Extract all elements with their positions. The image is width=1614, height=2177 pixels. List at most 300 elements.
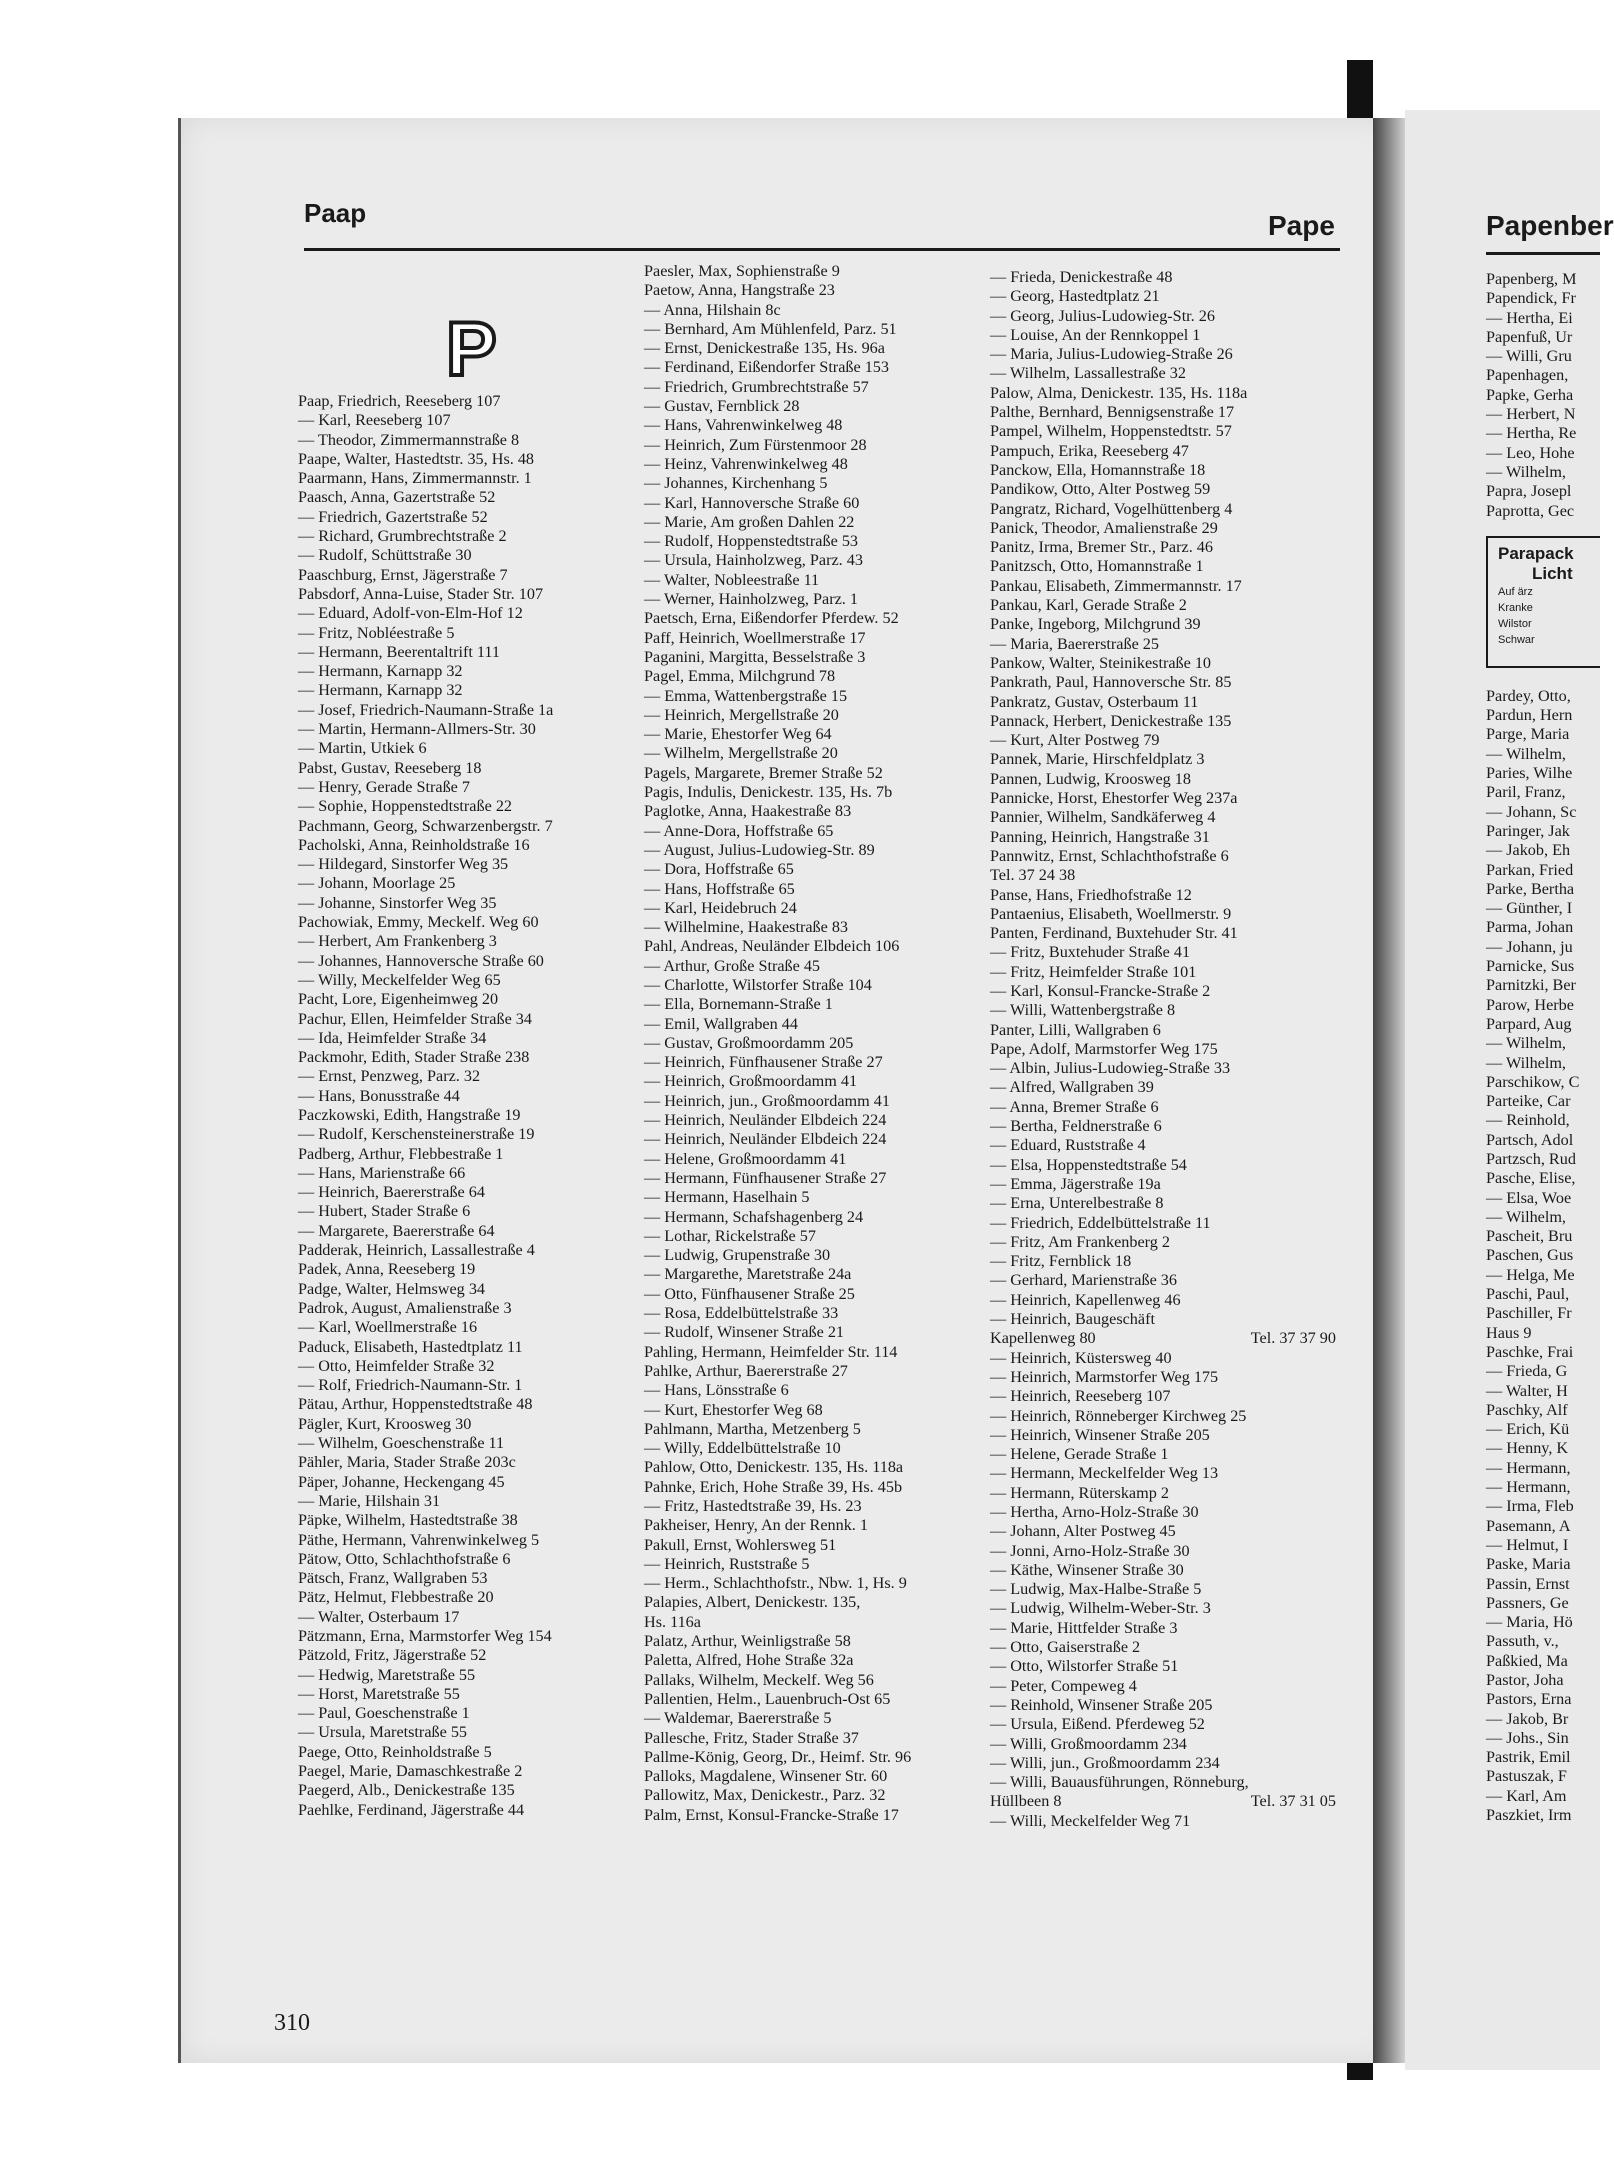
directory-entry: Pape, Adolf, Marmstorfer Weg 175 — [990, 1039, 1218, 1058]
directory-column-3 — [990, 268, 1342, 1831]
directory-entry: Pagel, Emma, Milchgrund 78 — [644, 667, 836, 686]
directory-entry: Pastor, Joha — [1486, 1671, 1564, 1689]
ad-line: Auf ärz — [1498, 586, 1533, 598]
directory-entry: — Ludwig, Max-Halbe-Straße 5 — [990, 1580, 1202, 1599]
directory-entry: — Charlotte, Wilstorfer Straße 104 — [644, 975, 872, 994]
directory-entry: Padberg, Arthur, Flebbestraße 1 — [298, 1144, 504, 1163]
directory-entry: — Willi, Bauausführungen, Rönneburg, — [990, 1773, 1249, 1792]
gutter-shadow — [1373, 118, 1405, 2063]
directory-entry: Palatz, Arthur, Weinligstraße 58 — [644, 1632, 851, 1651]
directory-entry: — Friedrich, Eddelbüttelstraße 11 — [990, 1213, 1211, 1232]
directory-entry: — Heinrich, Fünfhausener Straße 27 — [644, 1053, 883, 1072]
directory-entry: Padge, Walter, Helmsweg 34 — [298, 1279, 486, 1298]
directory-entry: Pabst, Gustav, Reeseberg 18 — [298, 758, 482, 777]
directory-entry: — Ella, Bornemann-Straße 1 — [644, 995, 833, 1014]
directory-entry: — Ernst, Denickestraße 135, Hs. 96a — [644, 339, 885, 358]
directory-entry: — Fritz, Am Frankenberg 2 — [990, 1232, 1170, 1251]
directory-entry: Paap, Friedrich, Reeseberg 107 — [298, 392, 501, 410]
directory-entry: — Jonni, Arno-Holz-Straße 30 — [990, 1541, 1190, 1560]
directory-entry: — Herbert, Am Frankenberg 3 — [298, 932, 497, 951]
directory-entry: Pakull, Ernst, Wohlersweg 51 — [644, 1535, 837, 1554]
directory-entry: Tel. 37 37 90 Kapellenweg 80 — [990, 1329, 1342, 1348]
directory-entry: — Horst, Maretstraße 55 — [298, 1684, 460, 1703]
directory-entry: Paetow, Anna, Hangstraße 23 — [644, 281, 835, 300]
directory-entry: — Arthur, Große Straße 45 — [644, 956, 821, 975]
directory-entry: — Karl, Konsul-Francke-Straße 2 — [990, 981, 1211, 1000]
directory-entry: — Hubert, Stader Straße 6 — [298, 1202, 471, 1221]
directory-entry: — Ida, Heimfelder Straße 34 — [298, 1028, 487, 1047]
directory-entry: — Reinhold, — [1486, 1111, 1570, 1130]
directory-entry: — Heinrich, Neuländer Elbdeich 224 — [644, 1130, 887, 1149]
directory-entry: Pähler, Maria, Stader Straße 203c — [298, 1453, 516, 1472]
directory-entry: Paaschburg, Ernst, Jägerstraße 7 — [298, 565, 508, 584]
directory-entry: — Elsa, Woe — [1486, 1188, 1572, 1207]
directory-entry: — Günther, I — [1486, 899, 1573, 918]
directory-entry: — Friedrich, Grumbrechtstraße 57 — [644, 377, 869, 396]
directory-entry: — Wilhelm, — [1486, 1207, 1566, 1226]
directory-entry: — Reinhold, Winsener Straße 205 — [990, 1695, 1213, 1714]
directory-entry: — Heinrich, jun., Großmoordamm 41 — [644, 1091, 890, 1110]
directory-entry: — Heinrich, Reeseberg 107 — [990, 1387, 1171, 1406]
directory-entry: — Hans, Lönsstraße 6 — [644, 1381, 789, 1400]
telephone-number: Tel. 37 31 05 — [1250, 1792, 1336, 1811]
directory-entry: — Gustav, Fernblick 28 — [644, 397, 800, 416]
directory-entry: Pankratz, Gustav, Osterbaum 11 — [990, 692, 1199, 711]
directory-entry: — Otto, Gaiserstraße 2 — [990, 1638, 1141, 1657]
directory-entry: — Henny, K — [1486, 1439, 1569, 1458]
directory-entry: — Kurt, Alter Postweg 79 — [990, 731, 1160, 750]
directory-entry: — Werner, Hainholzweg, Parz. 1 — [644, 590, 858, 609]
directory-entry: Paschky, Alf — [1486, 1400, 1568, 1419]
directory-entry: — Wilhelm, — [1486, 1053, 1566, 1072]
directory-entry: — Martin, Hermann-Allmers-Str. 30 — [298, 720, 536, 739]
directory-entry: — Hermann, Schafshagenberg 24 — [644, 1207, 864, 1226]
directory-entry: — Fritz, Hastedtstraße 39, Hs. 23 — [644, 1497, 862, 1515]
directory-entry: — Theodor, Zimmermannstraße 8 — [298, 430, 520, 449]
directory-entry: — Ernst, Penzweg, Parz. 32 — [298, 1067, 481, 1086]
directory-entry: — Willi, Gru — [1486, 347, 1572, 366]
directory-entry: — Wilhelmine, Haakestraße 83 — [644, 918, 849, 937]
directory-column-next-page — [1486, 270, 1600, 1825]
directory-entry: — Ursula, Hainholzweg, Parz. 43 — [644, 551, 863, 570]
directory-entry: Parschikow, C — [1486, 1072, 1580, 1091]
directory-entry: — Hermann, Karnapp 32 — [298, 662, 463, 681]
directory-entry: — Hans, Hoffstraße 65 — [644, 879, 795, 898]
directory-entry: Paletta, Alfred, Hohe Straße 32a — [644, 1651, 854, 1670]
directory-entry: Paff, Heinrich, Woellmerstraße 17 — [644, 628, 866, 647]
directory-entry: — August, Julius-Ludowieg-Str. 89 — [644, 840, 875, 859]
directory-entry: Parow, Herbe — [1486, 995, 1574, 1014]
directory-entry: — Margarethe, Maretstraße 24a — [644, 1265, 852, 1284]
ad-line: Wilstor — [1498, 618, 1532, 630]
directory-entry: — Elsa, Hoppenstedtstraße 54 — [990, 1155, 1187, 1174]
directory-entry: — Leo, Hohe — [1486, 443, 1575, 462]
directory-entry: Pahling, Hermann, Heimfelder Str. 114 — [644, 1342, 898, 1361]
directory-entry: — Henry, Gerade Straße 7 — [298, 777, 470, 796]
directory-entry: Pallme-König, Georg, Dr., Heimf. Str. 96 — [644, 1747, 912, 1766]
directory-entry: — Hertha, Ei — [1486, 308, 1573, 327]
directory-entry: Tel. 37 24 38 — [990, 866, 1076, 885]
directory-entry: Pannek, Marie, Hirschfeldplatz 3 — [990, 750, 1205, 769]
directory-entry: — Maria, Baererstraße 25 — [990, 634, 1159, 653]
directory-entry: — Heinrich, Küstersweg 40 — [990, 1348, 1172, 1367]
directory-entry: — Waldemar, Baererstraße 5 — [644, 1709, 832, 1728]
directory-entry: Pampuch, Erika, Reeseberg 47 — [990, 441, 1189, 460]
directory-entry: Papke, Gerha — [1486, 385, 1574, 404]
directory-entry: Panitz, Irma, Bremer Str., Parz. 46 — [990, 538, 1213, 557]
directory-entry: Panick, Theodor, Amalienstraße 29 — [990, 518, 1218, 537]
directory-entry: Parkan, Fried — [1486, 860, 1574, 879]
directory-entry: Padek, Anna, Reeseberg 19 — [298, 1260, 476, 1279]
directory-entry: — Albin, Julius-Ludowieg-Straße 33 — [990, 1059, 1231, 1078]
directory-entry: Papenhagen, — [1486, 366, 1569, 385]
directory-entry: — Willi, Meckelfelder Weg 71 — [990, 1811, 1191, 1830]
directory-column-2 — [644, 262, 986, 1825]
directory-entry: — Friedrich, Gazertstraße 52 — [298, 507, 488, 526]
directory-entry: — Johann, Sc — [1486, 802, 1577, 821]
directory-entry: — Irma, Fleb — [1486, 1497, 1574, 1516]
directory-entry: — Herbert, N — [1486, 405, 1576, 424]
directory-entry: — Margarete, Baererstraße 64 — [298, 1221, 495, 1240]
directory-entry: — Walter, Osterbaum 17 — [298, 1607, 460, 1626]
directory-entry: — Heinrich, Mergellstraße 20 — [644, 705, 839, 724]
directory-entry: — Louise, An der Rennkoppel 1 — [990, 325, 1201, 344]
directory-entry: — Ursula, Maretstraße 55 — [298, 1723, 468, 1742]
ad-line: Kranke — [1498, 602, 1533, 614]
header-rule-next-page — [1486, 252, 1600, 255]
directory-entry: — Willy, Meckelfelder Weg 65 — [298, 970, 501, 989]
directory-entry: Paschke, Frai — [1486, 1342, 1574, 1361]
directory-entry: — Emma, Jägerstraße 19a — [990, 1174, 1161, 1193]
directory-entry: Parnitzki, Ber — [1486, 976, 1576, 995]
directory-entry: — Otto, Fünfhausener Straße 25 — [644, 1284, 855, 1303]
directory-entry: Paege, Otto, Reinholdstraße 5 — [298, 1742, 492, 1761]
directory-entry: — Hermann, Beerentaltrift 111 — [298, 642, 500, 661]
running-head-next-page: Papenber — [1486, 210, 1614, 241]
directory-entry: — Martin, Utkiek 6 — [298, 739, 427, 758]
directory-entry: — Johann, ju — [1486, 937, 1573, 956]
directory-entry: — Maria, Hö — [1486, 1613, 1573, 1632]
directory-entry: Paehlke, Ferdinand, Jägerstraße 44 — [298, 1800, 525, 1819]
directory-entry: — Johannes, Kirchenhang 5 — [644, 474, 828, 493]
directory-entry: Pannicke, Horst, Ehestorfer Weg 237a — [990, 789, 1238, 808]
directory-entry: — Paul, Goeschenstraße 1 — [298, 1704, 470, 1723]
directory-entry: Pangratz, Richard, Vogelhüttenberg 4 — [990, 499, 1233, 518]
directory-entry: Papendick, Fr — [1486, 289, 1576, 308]
directory-entry: — Bertha, Feldnerstraße 6 — [990, 1117, 1162, 1136]
directory-entry: Paringer, Jak — [1486, 821, 1570, 840]
directory-entry: — Frieda, G — [1486, 1362, 1568, 1381]
directory-entry: Palloks, Magdalene, Winsener Str. 60 — [644, 1767, 888, 1786]
directory-entry: — Karl, Reeseberg 107 — [298, 411, 451, 430]
directory-entry: Pätow, Otto, Schlachthofstraße 6 — [298, 1549, 511, 1568]
directory-entry: — Willi, jun., Großmoordamm 234 — [990, 1753, 1220, 1772]
directory-entry: Pachmann, Georg, Schwarzenbergstr. 7 — [298, 816, 553, 835]
directory-entry: — Gerhard, Marienstraße 36 — [990, 1271, 1177, 1290]
directory-entry: — Fritz, Nobléestraße 5 — [298, 623, 455, 642]
directory-entry: Palm, Ernst, Konsul-Francke-Straße 17 — [644, 1805, 899, 1824]
directory-entry: — Otto, Heimfelder Straße 32 — [298, 1356, 495, 1375]
directory-entry: — Willy, Eddelbüttelstraße 10 — [644, 1439, 841, 1458]
directory-entry: — Helga, Me — [1486, 1265, 1575, 1284]
directory-entry: Padrok, August, Amalienstraße 3 — [298, 1298, 512, 1317]
directory-entry: — Emma, Wattenbergstraße 15 — [644, 686, 848, 705]
directory-entry: Panning, Heinrich, Hangstraße 31 — [990, 827, 1210, 846]
directory-entry: — Karl, Am — [1486, 1786, 1567, 1805]
directory-entry: — Heinrich, Ruststraße 5 — [644, 1554, 810, 1573]
directory-entry: Pagels, Margarete, Bremer Straße 52 — [644, 763, 883, 782]
directory-entry: — Eduard, Ruststraße 4 — [990, 1136, 1146, 1155]
directory-entry: — Jakob, Eh — [1486, 841, 1571, 860]
directory-entry: Pannwitz, Ernst, Schlachthofstraße 6 — [990, 846, 1229, 865]
directory-entry: Pahlow, Otto, Denickestr. 135, Hs. 118a — [644, 1458, 904, 1477]
directory-entry: — Johanne, Sinstorfer Weg 35 — [298, 893, 497, 912]
directory-entry: — Ferdinand, Eißendorfer Straße 153 — [644, 358, 889, 377]
directory-entry: Paschi, Paul, — [1486, 1285, 1570, 1304]
directory-entry: Pastuszak, F — [1486, 1767, 1567, 1786]
directory-entry: — Heinz, Vahrenwinkelweg 48 — [644, 454, 848, 473]
directory-entry: — Kurt, Ehestorfer Weg 68 — [644, 1400, 823, 1419]
directory-entry: Pampel, Wilhelm, Hoppenstedtstr. 57 — [990, 422, 1232, 441]
directory-entry: Parteike, Car — [1486, 1092, 1571, 1111]
directory-entry: Pallentien, Helm., Lauenbruch-Ost 65 — [644, 1689, 891, 1708]
directory-entry: — Hermann, — [1486, 1458, 1571, 1477]
directory-entry: — Walter, Nobleestraße 11 — [644, 570, 820, 589]
directory-entry: Päthe, Hermann, Vahrenwinkelweg 5 — [298, 1530, 540, 1549]
directory-entry: — Gustav, Großmoordamm 205 — [644, 1033, 854, 1052]
directory-entry: — Fritz, Buxtehuder Straße 41 — [990, 943, 1191, 962]
directory-entry: — Fritz, Heimfelder Straße 101 — [990, 962, 1197, 981]
directory-entry: Paril, Franz, — [1486, 783, 1566, 802]
directory-entry: Pankau, Karl, Gerade Straße 2 — [990, 596, 1187, 615]
directory-entry: — Hermann, — [1486, 1478, 1571, 1497]
directory-entry: Pahnke, Erich, Hohe Straße 39, Hs. 45b — [644, 1477, 903, 1496]
directory-entry: — Willi, Großmoordamm 234 — [990, 1734, 1187, 1753]
directory-entry: — Ursula, Eißend. Pferdeweg 52 — [990, 1715, 1205, 1734]
directory-entry: — Marie, Ehestorfer Weg 64 — [644, 725, 832, 744]
ad-line: Schwar — [1498, 634, 1535, 646]
directory-entry: — Hans, Bonusstraße 44 — [298, 1086, 460, 1105]
directory-entry: Pallaks, Wilhelm, Meckelf. Weg 56 — [644, 1670, 874, 1689]
directory-entry: Pannen, Ludwig, Kroosweg 18 — [990, 769, 1191, 788]
directory-entry: Passners, Ge — [1486, 1593, 1569, 1612]
directory-entry: — Marie, Am großen Dahlen 22 — [644, 512, 855, 531]
directory-entry: — Jakob, Br — [1486, 1709, 1569, 1728]
directory-entry: Pahl, Andreas, Neuländer Elbdeich 106 — [644, 937, 900, 956]
directory-entry: — Johann, Moorlage 25 — [298, 874, 456, 893]
directory-entry: — Johannes, Hannoversche Straße 60 — [298, 951, 544, 970]
telephone-number: Tel. 37 37 90 — [1250, 1329, 1336, 1348]
directory-entry: Paduck, Elisabeth, Hastedtplatz 11 — [298, 1337, 523, 1356]
directory-entry: Panten, Ferdinand, Buxtehuder Str. 41 — [990, 924, 1238, 943]
directory-entry: — Rudolf, Winsener Straße 21 — [644, 1323, 845, 1342]
directory-entry: — Heinrich, Großmoordamm 41 — [644, 1072, 858, 1091]
directory-entry: Papra, Josepl — [1486, 482, 1572, 501]
directory-entry: — Willi, Wattenbergstraße 8 — [990, 1001, 1176, 1020]
directory-entry: Paape, Walter, Hastedtstr. 35, Hs. 48 — [298, 449, 535, 468]
directory-entry: — Hermann, Rüterskamp 2 — [990, 1483, 1169, 1502]
page-number: 310 — [274, 2010, 310, 2036]
directory-entry: — Fritz, Fernblick 18 — [990, 1252, 1132, 1271]
directory-entry: Hs. 116a — [644, 1612, 701, 1631]
directory-entry: — Peter, Compeweg 4 — [990, 1676, 1137, 1695]
directory-entry: Papenfuß, Ur — [1486, 327, 1573, 346]
directory-entry: Paschiller, Fr — [1486, 1304, 1572, 1323]
directory-entry: — Wilhelm, — [1486, 1034, 1566, 1053]
directory-entry: — Marie, Hilshain 31 — [298, 1491, 441, 1510]
ad-subtitle: Licht — [1532, 564, 1573, 583]
running-head-left: Paap — [304, 198, 367, 228]
directory-entry: Pahlmann, Martha, Metzenberg 5 — [644, 1419, 861, 1438]
directory-entry: Pankau, Elisabeth, Zimmermannstr. 17 — [990, 576, 1242, 595]
directory-entry: Paetsch, Erna, Eißendorfer Pferdew. 52 — [644, 609, 899, 628]
directory-entry: — Wilhelm, — [1486, 744, 1566, 763]
directory-entry: Pallowitz, Max, Denickestr., Parz. 32 — [644, 1786, 886, 1805]
ad-title: Parapack — [1498, 544, 1574, 563]
directory-entry: — Rolf, Friedrich-Naumann-Str. 1 — [298, 1376, 523, 1395]
directory-entry: — Heinrich, Winsener Straße 205 — [990, 1425, 1210, 1444]
directory-entry: Paszkiet, Irm — [1486, 1806, 1572, 1825]
directory-entry: — Hermann, Haselhain 5 — [644, 1188, 810, 1207]
directory-entry: — Hermann, Fünfhausener Straße 27 — [644, 1168, 887, 1187]
directory-entry: — Rosa, Eddelbüttelstraße 33 — [644, 1304, 839, 1323]
directory-entry: — Johann, Alter Postweg 45 — [990, 1522, 1176, 1541]
directory-entry: — Ludwig, Grupenstraße 30 — [644, 1246, 831, 1265]
directory-entry: — Karl, Heidebruch 24 — [644, 898, 797, 917]
directory-entry: Pastrik, Emil — [1486, 1748, 1571, 1767]
directory-entry: Pallesche, Fritz, Stader Straße 37 — [644, 1728, 859, 1747]
directory-entry: — Ludwig, Wilhelm-Weber-Str. 3 — [990, 1599, 1211, 1618]
directory-entry: Paglotke, Anna, Haakestraße 83 — [644, 802, 852, 821]
directory-entry: Papenberg, M — [1486, 270, 1577, 288]
directory-entry: Pätzold, Fritz, Jägerstraße 52 — [298, 1646, 487, 1665]
directory-entry: Packmohr, Edith, Stader Straße 238 — [298, 1048, 530, 1067]
directory-entry: — Heinrich, Baererstraße 64 — [298, 1183, 485, 1202]
directory-entry: — Hermann, Karnapp 32 — [298, 681, 463, 700]
directory-entry: Tel. 37 31 05 Hüllbeen 8 — [990, 1792, 1342, 1811]
directory-entry: Parge, Maria — [1486, 725, 1570, 744]
directory-entry: — Otto, Wilstorfer Straße 51 — [990, 1657, 1179, 1676]
directory-entry: — Alfred, Wallgraben 39 — [990, 1078, 1154, 1097]
directory-entry: — Herm., Schlachthofstr., Nbw. 1, Hs. 9 — [644, 1574, 907, 1593]
directory-entry: Palthe, Bernhard, Bennigsenstraße 17 — [990, 403, 1235, 422]
directory-entry: Pabsdorf, Anna-Luise, Stader Str. 107 — [298, 584, 544, 603]
directory-entry: Pagis, Indulis, Denickestr. 135, Hs. 7b — [644, 783, 893, 802]
directory-entry: — Lothar, Rickelstraße 57 — [644, 1226, 816, 1245]
directory-entry: Pankrath, Paul, Hannoversche Str. 85 — [990, 673, 1232, 692]
directory-entry: Paegel, Marie, Damaschkestraße 2 — [298, 1762, 523, 1781]
directory-entry: Palapies, Albert, Denickestr. 135, — [644, 1593, 861, 1612]
directory-entry: Pätz, Helmut, Flebbestraße 20 — [298, 1588, 494, 1607]
directory-entry: Panke, Ingeborg, Milchgrund 39 — [990, 615, 1201, 634]
directory-entry: Paczkowski, Edith, Hangstraße 19 — [298, 1105, 521, 1124]
directory-entry: Päper, Johanne, Heckengang 45 — [298, 1472, 505, 1491]
directory-entry: — Georg, Julius-Ludowieg-Str. 26 — [990, 306, 1215, 325]
directory-entry: — Karl, Hannoversche Straße 60 — [644, 493, 860, 512]
directory-entry: — Frieda, Denickestraße 48 — [990, 268, 1173, 286]
advertisement-box — [1486, 536, 1600, 668]
directory-entry: Partsch, Adol — [1486, 1130, 1574, 1149]
directory-entry: — Wilhelm, — [1486, 462, 1566, 481]
directory-entry: Pasemann, A — [1486, 1516, 1571, 1535]
directory-entry: — Erich, Kü — [1486, 1420, 1570, 1439]
directory-entry: — Anne-Dora, Hoffstraße 65 — [644, 821, 834, 840]
directory-entry: — Rudolf, Schüttstraße 30 — [298, 546, 472, 565]
directory-entry: Pascheit, Bru — [1486, 1227, 1573, 1246]
running-head-right: Pape — [1268, 210, 1335, 241]
directory-entry: Panitzsch, Otto, Homannstraße 1 — [990, 557, 1204, 576]
directory-entry: Pachowiak, Emmy, Meckelf. Weg 60 — [298, 913, 539, 932]
directory-entry: Panter, Lilli, Wallgraben 6 — [990, 1020, 1161, 1039]
section-letter: P — [446, 307, 497, 392]
directory-entry: Pätau, Arthur, Hoppenstedtstraße 48 — [298, 1395, 533, 1414]
directory-entry: Passin, Ernst — [1486, 1574, 1570, 1593]
directory-entry: Parma, Johan — [1486, 918, 1574, 937]
directory-entry: — Erna, Unterelbestraße 8 — [990, 1194, 1164, 1213]
directory-entry: Pannier, Wilhelm, Sandkäferweg 4 — [990, 808, 1216, 827]
directory-entry: Päpke, Wilhelm, Hastedtstraße 38 — [298, 1511, 518, 1530]
directory-entry: — Dora, Hoffstraße 65 — [644, 860, 794, 879]
directory-entry: Paske, Maria — [1486, 1555, 1571, 1574]
directory-entry: Pätsch, Franz, Wallgraben 53 — [298, 1569, 488, 1588]
directory-entry: — Wilhelm, Goeschenstraße 11 — [298, 1434, 505, 1453]
directory-entry: Pardey, Otto, — [1486, 686, 1571, 705]
directory-entry: — Bernhard, Am Mühlenfeld, Parz. 51 — [644, 319, 897, 338]
directory-entry: — Maria, Julius-Ludowieg-Straße 26 — [990, 345, 1233, 364]
directory-entry: Partzsch, Rud — [1486, 1149, 1576, 1168]
directory-entry: Paschen, Gus — [1486, 1246, 1574, 1265]
directory-entry: Pantaenius, Elisabeth, Woellmerstr. 9 — [990, 904, 1232, 923]
directory-entry: Panckow, Ella, Homannstraße 18 — [990, 460, 1206, 479]
directory-entry: Pardun, Hern — [1486, 706, 1573, 725]
directory-entry: Pasche, Elise, — [1486, 1169, 1576, 1188]
directory-entry: — Richard, Grumbrechtstraße 2 — [298, 527, 507, 546]
directory-entry: — Josef, Friedrich-Naumann-Straße 1a — [298, 700, 554, 719]
directory-entry: Pastors, Erna — [1486, 1690, 1572, 1709]
directory-entry: Parnicke, Sus — [1486, 957, 1575, 976]
directory-entry: — Hertha, Arno-Holz-Straße 30 — [990, 1503, 1199, 1521]
directory-entry: Paegerd, Alb., Denickestraße 135 — [298, 1781, 515, 1800]
directory-entry: — Helmut, I — [1486, 1535, 1569, 1554]
directory-entry: — Georg, Hastedtplatz 21 — [990, 287, 1160, 306]
directory-entry: — Hertha, Re — [1486, 424, 1577, 443]
directory-entry: — Heinrich, Rönneberger Kirchweg 25 — [990, 1406, 1247, 1425]
directory-entry: Pätzmann, Erna, Marmstorfer Weg 154 — [298, 1627, 552, 1645]
directory-entry: Pacholski, Anna, Reinholdstraße 16 — [298, 835, 530, 854]
directory-entry: — Rudolf, Hoppenstedtstraße 53 — [644, 532, 859, 551]
directory-entry: — Wilhelm, Mergellstraße 20 — [644, 744, 838, 763]
directory-entry: — Heinrich, Kapellenweg 46 — [990, 1290, 1181, 1309]
directory-entry: — Karl, Woellmerstraße 16 — [298, 1318, 478, 1337]
directory-entry: Paarmann, Hans, Zimmermannstr. 1 — [298, 469, 532, 488]
directory-column-1 — [298, 392, 636, 1820]
directory-entry: Haus 9 — [1486, 1323, 1532, 1342]
directory-entry: Paesler, Max, Sophienstraße 9 — [644, 262, 840, 280]
directory-entry: Paßkied, Ma — [1486, 1651, 1568, 1670]
directory-entry: — Walter, H — [1486, 1381, 1568, 1400]
directory-entry: — Anna, Hilshain 8c — [644, 300, 781, 319]
directory-entry: — Hermann, Meckelfelder Weg 13 — [990, 1464, 1219, 1483]
directory-entry: — Heinrich, Baugeschäft — [990, 1310, 1155, 1329]
directory-entry: — Heinrich, Marmstorfer Weg 175 — [990, 1367, 1219, 1386]
directory-entry: Parpard, Aug — [1486, 1014, 1572, 1033]
directory-entry: Paganini, Margitta, Besselstraße 3 — [644, 647, 866, 666]
directory-entry: Pägler, Kurt, Kroosweg 30 — [298, 1414, 472, 1433]
directory-entry: — Hans, Marienstraße 66 — [298, 1163, 466, 1182]
directory-entry: — Käthe, Winsener Straße 30 — [990, 1560, 1184, 1579]
directory-entry: Passuth, v., — [1486, 1632, 1559, 1651]
directory-entry: Paprotta, Gec — [1486, 501, 1575, 520]
